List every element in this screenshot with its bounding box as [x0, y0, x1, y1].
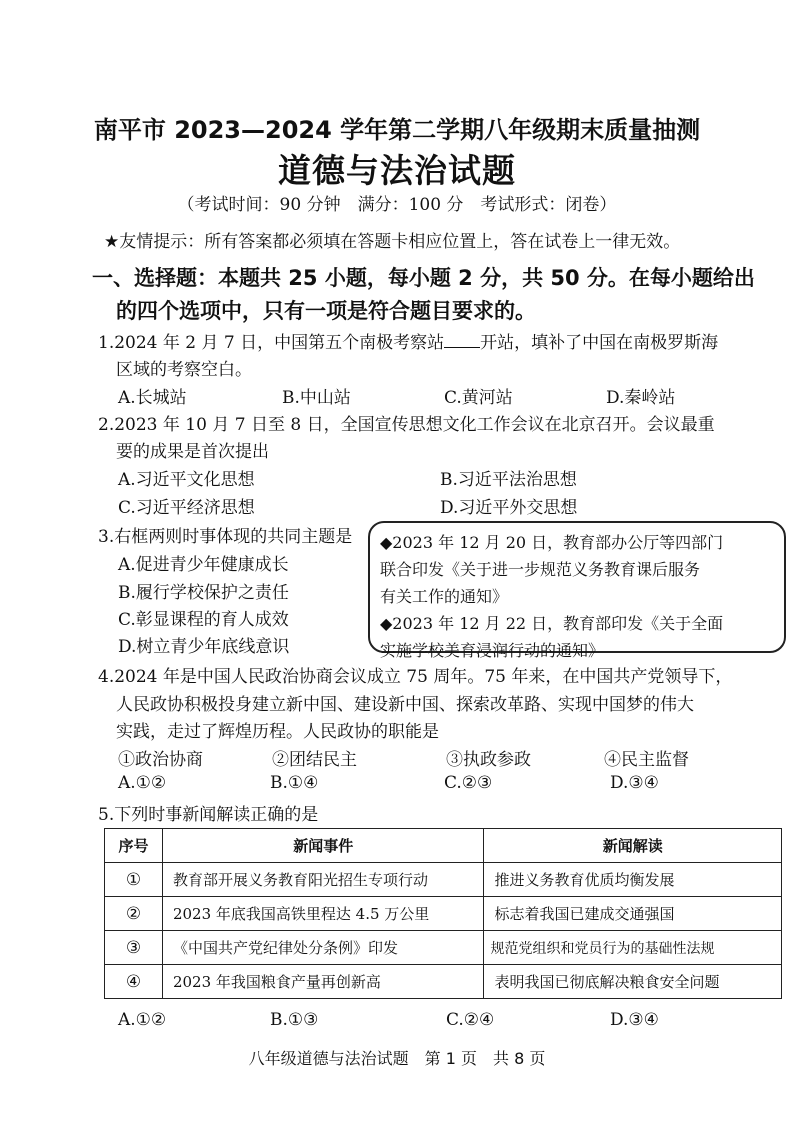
question-5-option-b: B.①③ — [270, 1010, 319, 1030]
question-2-option-a: A.习近平文化思想 — [118, 470, 255, 490]
question-5-option-c: C.②④ — [446, 1010, 495, 1030]
question-3-option-d: D.树立青少年底线意识 — [118, 637, 290, 657]
news-table — [104, 828, 782, 999]
question-5-option-a: A.①② — [118, 1010, 167, 1030]
answer-blank — [444, 333, 480, 348]
exam-tip: ★友情提示：所有答案都必须填在答题卡相应位置上，答在试卷上一律无效。 — [104, 232, 681, 252]
question-2-option-d: D.习近平外交思想 — [440, 498, 578, 518]
row-number: ③ — [105, 931, 163, 965]
news-interpretation: 表明我国已彻底解决粮食安全问题 — [484, 965, 782, 999]
question-4-text: 4.2024 年是中国人民政治协商会议成立 75 周年。75 年来，在中国共产党领导下， — [98, 667, 733, 687]
news-event: 教育部开展义务教育阳光招生专项行动 — [162, 863, 484, 897]
question-1-option-a: A.长城站 — [118, 388, 187, 408]
section-heading-line2: 的四个选项中，只有一项是符合题目要求的。 — [116, 299, 536, 323]
question-2-text-cont: 要的成果是首次提出 — [116, 442, 269, 462]
row-number: ② — [105, 897, 163, 931]
question-3-option-b: B.履行学校保护之责任 — [118, 583, 289, 603]
question-4-item-1: ①政治协商 — [118, 750, 203, 770]
column-header-number: 序号 — [105, 829, 163, 863]
news-event: 2023 年我国粮食产量再创新高 — [162, 965, 484, 999]
question-1-text-cont: 区域的考察空白。 — [116, 360, 252, 380]
question-1-part-b: 开站，填补了中国在南极罗斯海 — [480, 333, 719, 353]
news-box-line: ◆2023 年 12 月 20 日，教育部办公厅等四部门 — [380, 533, 724, 552]
question-3-option-a: A.促进青少年健康成长 — [118, 555, 289, 575]
question-4-text-cont1: 人民政协积极投身建立新中国、建设新中国、探索改革路、实现中国梦的伟大 — [116, 695, 694, 715]
question-4-item-4: ④民主监督 — [604, 750, 689, 770]
news-interpretation: 规范党组织和党员行为的基础性法规 — [484, 931, 782, 965]
question-2-text: 2.2023 年 10 月 7 日至 8 日，全国宣传思想文化工作会议在北京召开。会议最重 — [98, 415, 715, 435]
news-box-line: 联合印发《关于进一步规范义务教育课后服务 — [380, 560, 701, 579]
question-1-option-b: B.中山站 — [282, 388, 351, 408]
news-interpretation: 标志着我国已建成交通强国 — [484, 897, 782, 931]
question-2-option-b: B.习近平法治思想 — [440, 470, 577, 490]
news-box-line: ◆2023 年 12 月 22 日，教育部印发《关于全面 — [380, 614, 724, 633]
question-4-option-a: A.①② — [118, 773, 167, 793]
exam-title: 南平市 2023—2024 学年第二学期八年级期末质量抽测 — [93, 116, 701, 144]
question-4-option-d: D.③④ — [610, 773, 659, 793]
table-header-row — [105, 829, 782, 863]
question-1-text — [98, 328, 718, 353]
question-3-option-c: C.彰显课程的育人成效 — [118, 610, 289, 630]
exam-info: （考试时间：90 分钟 满分：100 分 考试形式：闭卷） — [177, 195, 617, 215]
question-2-option-c: C.习近平经济思想 — [118, 498, 255, 518]
question-4-item-2: ②团结民主 — [272, 750, 357, 770]
news-box — [368, 521, 786, 660]
table-row — [105, 863, 782, 897]
table-row — [105, 965, 782, 999]
row-number: ① — [105, 863, 163, 897]
exam-subject-title: 道德与法治试题 — [278, 151, 516, 190]
question-3-text: 3.右框两则时事体现的共同主题是 — [98, 527, 353, 547]
row-number: ④ — [105, 965, 163, 999]
question-1-option-d: D.秦岭站 — [606, 388, 676, 408]
news-interpretation: 推进义务教育优质均衡发展 — [484, 863, 782, 897]
question-4-item-3: ③执政参政 — [446, 750, 531, 770]
question-4-option-b: B.①④ — [270, 773, 319, 793]
page-footer: 八年级道德与法治试题 第 1 页 共 8 页 — [248, 1049, 546, 1068]
section-heading-line1: 一、选择题：本题共 25 小题，每小题 2 分，共 50 分。在每小题给出 — [92, 266, 755, 290]
table-row — [105, 931, 782, 965]
news-event: 《中国共产党纪律处分条例》印发 — [162, 931, 484, 965]
news-event: 2023 年底我国高铁里程达 4.5 万公里 — [162, 897, 484, 931]
question-4-text-cont2: 实践，走过了辉煌历程。人民政协的职能是 — [116, 722, 439, 742]
table-row — [105, 897, 782, 931]
question-5-option-d: D.③④ — [610, 1010, 659, 1030]
column-header-event: 新闻事件 — [162, 829, 484, 863]
question-1-part-a: 1.2024 年 2 月 7 日，中国第五个南极考察站 — [98, 333, 445, 353]
question-1-option-c: C.黄河站 — [444, 388, 513, 408]
question-5-text: 5.下列时事新闻解读正确的是 — [98, 805, 319, 825]
news-box-line: 实施学校美育浸润行动的通知》 — [380, 641, 605, 660]
question-4-option-c: C.②③ — [444, 773, 493, 793]
column-header-interpretation: 新闻解读 — [484, 829, 782, 863]
news-box-line: 有关工作的通知》 — [380, 587, 509, 606]
